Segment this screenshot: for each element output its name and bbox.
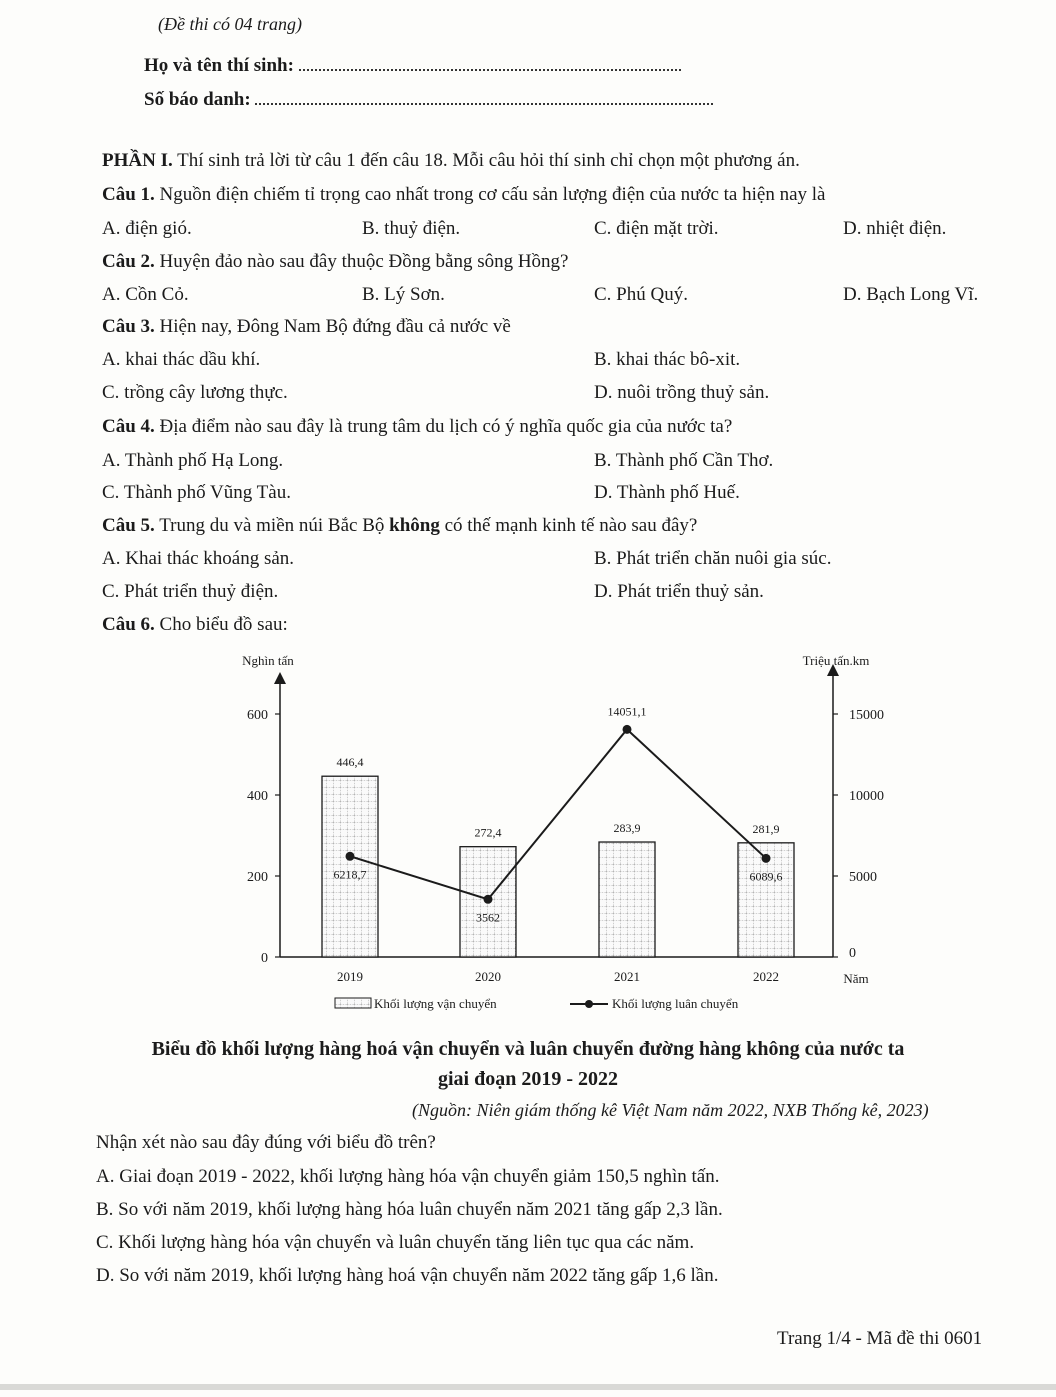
line-point-2019	[346, 852, 355, 861]
left-tick-label: 600	[247, 708, 268, 723]
question-3-number: Câu 3.	[102, 316, 155, 337]
q3-option-a[interactable]: A. khai thác dầu khí.	[102, 349, 261, 370]
question-4	[102, 416, 732, 439]
question-6-number: Câu 6.	[102, 614, 155, 635]
q4-option-b[interactable]: B. Thành phố Cần Thơ.	[594, 450, 774, 471]
candidate-name-label: Họ và tên thí sinh:	[144, 55, 294, 76]
bar-value-label: 283,9	[613, 821, 641, 836]
line-series	[350, 729, 766, 899]
x-tick-label: 2019	[337, 969, 363, 984]
right-tick-label: 5000	[849, 870, 877, 885]
line-point-2021	[623, 725, 632, 734]
question-2	[102, 251, 569, 274]
question-4-text: Địa điểm nào sau đây là trung tâm du lịch có ý nghĩa quốc gia của nước ta?	[154, 416, 733, 437]
bar-2021	[599, 842, 655, 957]
q6-option-c[interactable]: C. Khối lượng hàng hóa vận chuyển và luân chuyển tăng liên tục qua các năm.	[96, 1232, 695, 1253]
question-5-text-after: có thế mạnh kinh tế nào sau đây?	[439, 515, 698, 536]
footer-rule	[0, 1384, 1056, 1390]
bar-value-label: 446,4	[336, 755, 364, 770]
candidate-name-row	[144, 55, 681, 78]
q2-option-a[interactable]: A. Cồn Cỏ.	[102, 284, 189, 305]
left-axis-title: Nghìn tấn	[242, 653, 294, 668]
question-5-text-before: Trung du và miền núi Bắc Bộ	[154, 515, 390, 536]
line-point-2022	[762, 854, 771, 863]
question-1-text: Nguồn điện chiếm tỉ trọng cao nhất trong cơ cấu sản lượng điện của nước ta hiện nay là	[154, 184, 826, 205]
question-3	[102, 316, 511, 339]
question-5-emphasis: không	[389, 515, 440, 536]
part1-label: PHẦN I.	[102, 150, 173, 171]
part1-text: Thí sinh trả lời từ câu 1 đến câu 18. Mỗi câu hỏi thí sinh chỉ chọn một phương án.	[172, 150, 800, 171]
page-footer: Trang 1/4 - Mã đề thi 0601	[777, 1328, 983, 1349]
line-value-label: 6089,6	[749, 869, 783, 884]
q2-option-b[interactable]: B. Lý Sơn.	[362, 284, 445, 305]
question-6-text: Cho biểu đồ sau:	[154, 614, 288, 635]
part1-instruction	[102, 150, 800, 173]
right-tick-label: 15000	[849, 708, 884, 723]
combo-chart	[200, 640, 920, 1025]
x-axis-title: Năm	[843, 971, 869, 986]
line-value-label: 3562	[476, 910, 500, 925]
candidate-name-blank	[299, 55, 681, 71]
legend-line-label: Khối lượng luân chuyển	[612, 996, 739, 1011]
question-4-number: Câu 4.	[102, 416, 155, 437]
right-tick-label: 0	[849, 946, 856, 961]
question-1-number: Câu 1.	[102, 184, 155, 205]
legend-bar-swatch	[335, 998, 371, 1008]
chart-source: (Nguồn: Niên giám thống kê Việt Nam năm 2022, NXB Thống kê, 2023)	[412, 1100, 929, 1120]
question-6	[102, 614, 288, 637]
left-tick-label: 0	[261, 951, 268, 966]
q1-option-c[interactable]: C. điện mặt trời.	[594, 218, 719, 239]
q3-option-b[interactable]: B. khai thác bô-xit.	[594, 349, 741, 370]
q1-option-b[interactable]: B. thuỷ điện.	[362, 218, 461, 239]
question-3-text: Hiện nay, Đông Nam Bộ đứng đầu cả nước về	[154, 316, 511, 337]
bar-value-label: 281,9	[752, 821, 780, 836]
chart-title-line1: Biểu đồ khối lượng hàng hoá vận chuyển và luân chuyển đường hàng không của nước ta	[151, 1038, 905, 1060]
question-1	[102, 184, 825, 207]
candidate-id-blank	[255, 89, 713, 105]
q4-option-c[interactable]: C. Thành phố Vũng Tàu.	[102, 482, 291, 503]
q3-option-c[interactable]: C. trồng cây lương thực.	[102, 382, 288, 403]
q5-option-c[interactable]: C. Phát triển thuỷ điện.	[102, 581, 279, 602]
q4-option-d[interactable]: D. Thành phố Huế.	[594, 482, 740, 503]
right-tick-label: 10000	[849, 789, 884, 804]
right-axis-title: Triệu tấn.km	[802, 653, 870, 668]
x-tick-label: 2022	[753, 969, 779, 984]
q2-option-c[interactable]: C. Phú Quý.	[594, 284, 688, 305]
q4-option-a[interactable]: A. Thành phố Hạ Long.	[102, 450, 284, 471]
q6-option-b[interactable]: B. So với năm 2019, khối lượng hàng hóa luân chuyển năm 2021 tăng gấp 2,3 lần.	[96, 1199, 723, 1220]
candidate-id-label: Số báo danh:	[144, 89, 251, 110]
q3-option-d[interactable]: D. nuôi trồng thuỷ sản.	[594, 382, 770, 403]
q2-option-d[interactable]: D. Bạch Long Vĩ.	[843, 284, 979, 305]
page-count-note: (Đề thi có 04 trang)	[158, 14, 302, 34]
q1-option-d[interactable]: D. nhiệt điện.	[843, 218, 947, 239]
x-tick-label: 2021	[614, 969, 640, 984]
q5-option-d[interactable]: D. Phát triển thuỷ sản.	[594, 581, 764, 602]
line-value-label: 6218,7	[333, 867, 367, 882]
candidate-id-row	[144, 89, 713, 112]
question-6-prompt: Nhận xét nào sau đây đúng với biểu đồ trên?	[96, 1132, 436, 1153]
question-5-number: Câu 5.	[102, 515, 155, 536]
question-5	[102, 515, 697, 538]
q5-option-a[interactable]: A. Khai thác khoáng sản.	[102, 548, 295, 569]
bar-value-label: 272,4	[474, 825, 502, 840]
question-2-number: Câu 2.	[102, 251, 155, 272]
q6-option-a[interactable]: A. Giai đoạn 2019 - 2022, khối lượng hàng hóa vận chuyển giảm 150,5 nghìn tấn.	[96, 1166, 720, 1187]
x-tick-label: 2020	[475, 969, 501, 984]
left-tick-label: 200	[247, 870, 268, 885]
line-point-2020	[484, 895, 493, 904]
legend-line-marker	[585, 1000, 593, 1008]
q6-option-d[interactable]: D. So với năm 2019, khối lượng hàng hoá vận chuyển năm 2022 tăng gấp 1,6 lần.	[96, 1265, 719, 1286]
line-value-label: 14051,1	[607, 704, 647, 719]
legend-bar-label: Khối lượng vận chuyển	[374, 996, 497, 1011]
q1-option-a[interactable]: A. điện gió.	[102, 218, 192, 239]
left-tick-label: 400	[247, 789, 268, 804]
q5-option-b[interactable]: B. Phát triển chăn nuôi gia súc.	[594, 548, 832, 569]
chart-title-line2: giai đoạn 2019 - 2022	[437, 1068, 619, 1090]
question-2-text: Huyện đảo nào sau đây thuộc Đồng bằng sông Hồng?	[154, 251, 569, 272]
